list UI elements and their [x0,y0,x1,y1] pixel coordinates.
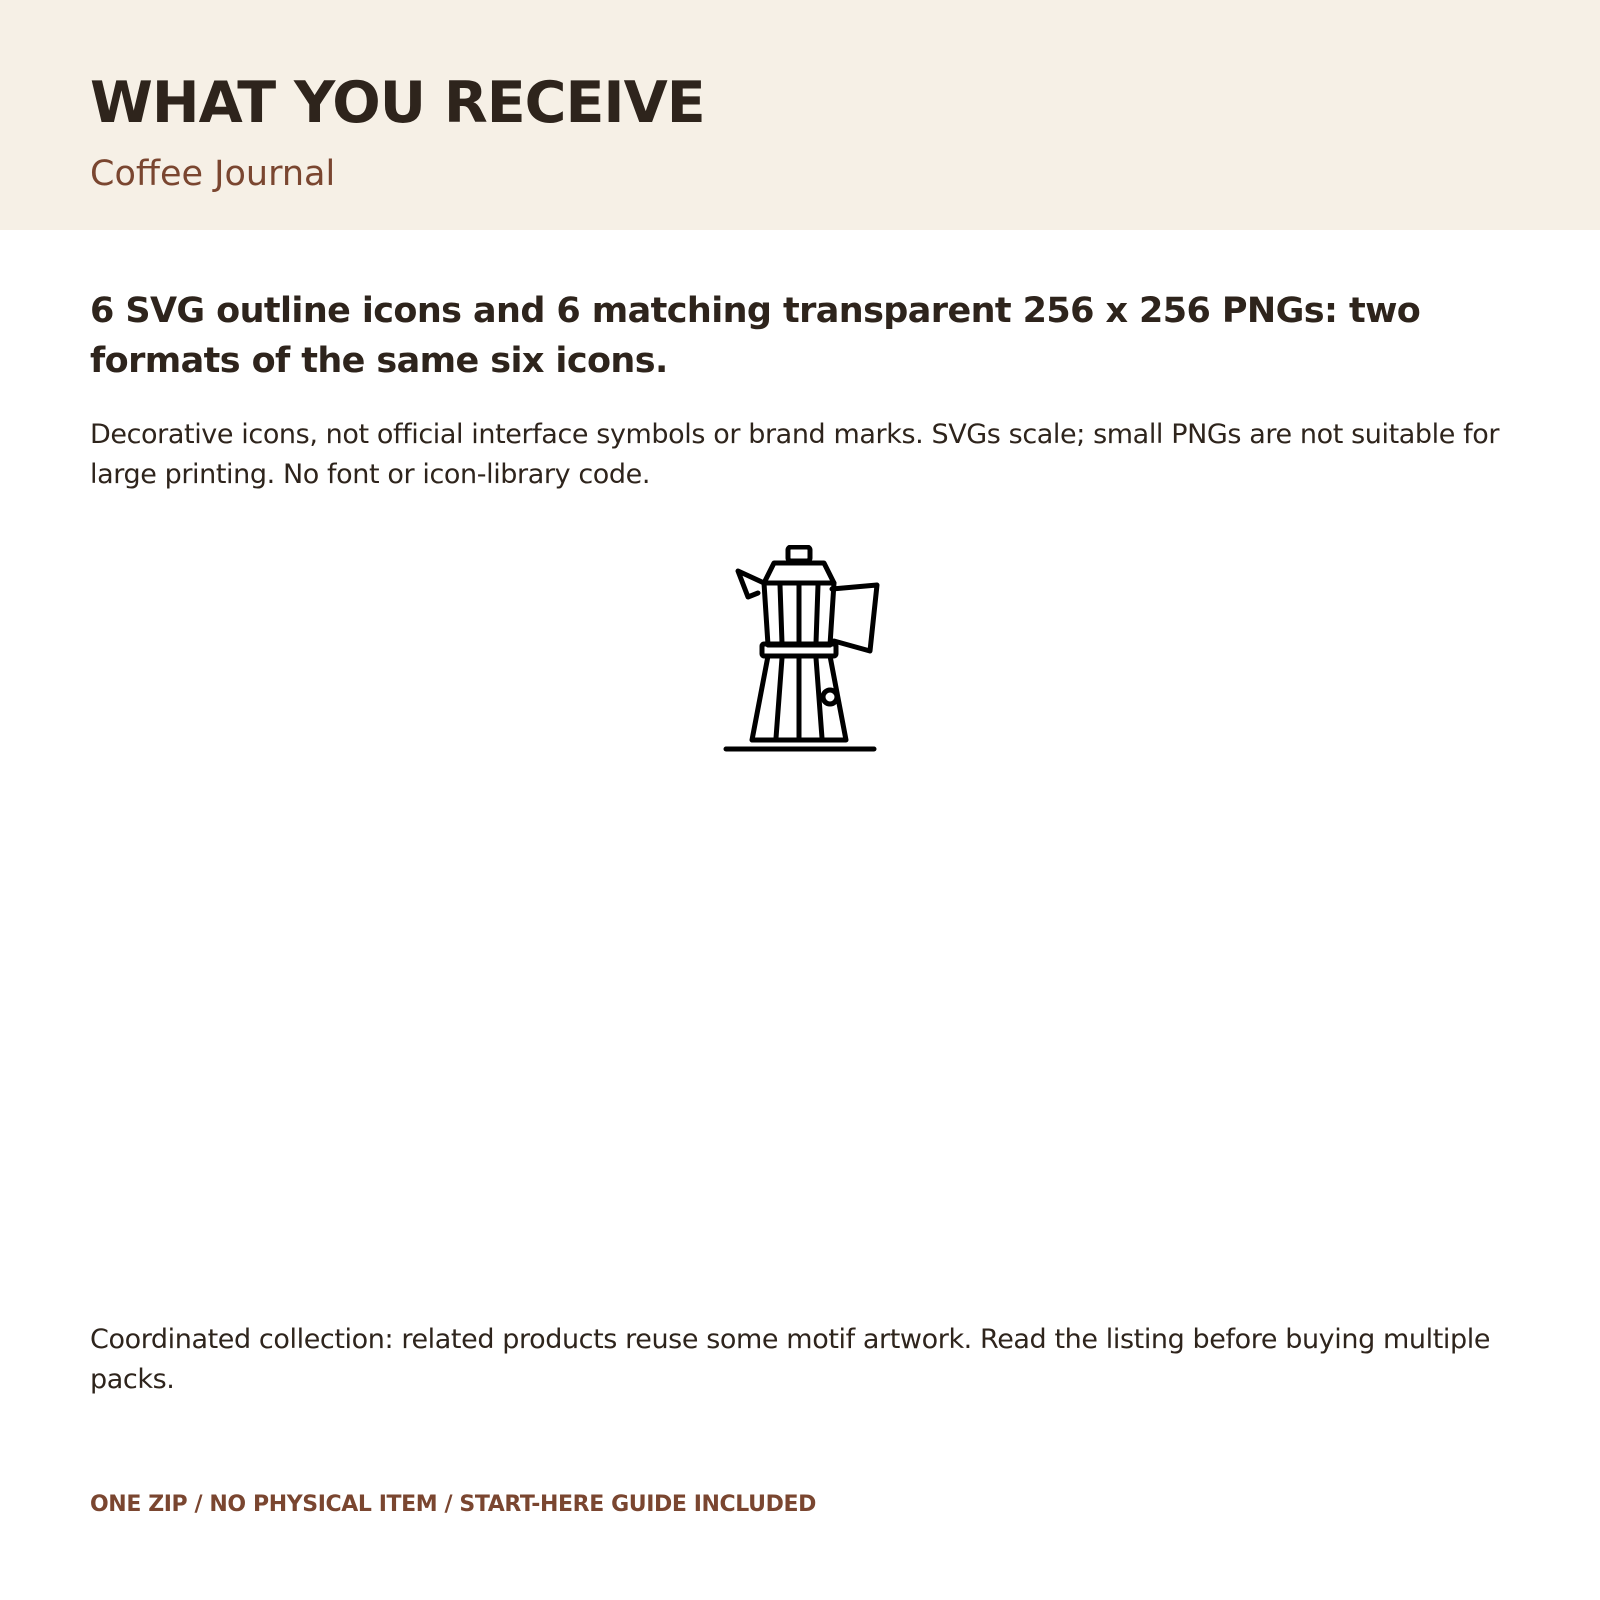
header-band [0,0,1600,230]
collection-note: Coordinated collection: related products reuse some motif artwork. Read the listing before buying multiple packs. [90,1324,1491,1395]
delivery-footer: ONE ZIP / NO PHYSICAL ITEM / START-HERE GUIDE INCLUDED [90,1492,816,1517]
product-headline: 6 SVG outline icons and 6 matching transparent 256 x 256 PNGs: two formats of the same six icons. [90,291,1421,381]
page-subtitle: Coffee Journal [90,154,336,194]
moka-pot-icon [722,545,882,755]
page-title: WHAT YOU RECEIVE [90,70,705,136]
product-description: Decorative icons, not official interface symbols or brand marks. SVGs scale; small PNGs are not suitable for large printing. No font or icon-library code. [90,419,1500,490]
